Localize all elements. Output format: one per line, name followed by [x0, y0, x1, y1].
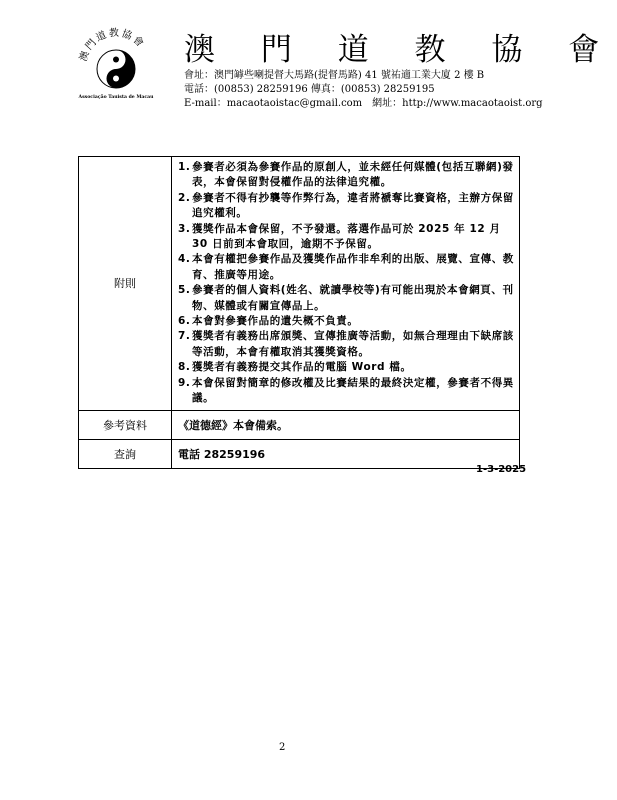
appendix-row: [79, 157, 520, 411]
phone-fax-line: 電話：(00853) 28259196 傳真：(00853) 28259195: [184, 84, 435, 95]
rule-text: 參賽者不得有抄襲等作弊行為，違者將褫奪比賽資格，主辦方保留追究權利。: [192, 191, 514, 220]
organization-title: 澳 門 道 教 協 會: [184, 32, 617, 68]
rule-item: [178, 252, 515, 283]
rule-item: [178, 314, 515, 329]
logo-caption: Associação Tauista de Macau: [78, 95, 154, 100]
rule-number: 9.: [178, 376, 191, 389]
email-text: E-mail：macaotaoistac@gmail.com: [184, 98, 363, 109]
rule-text: 獲獎作品本會保留，不予發還。落選作品可於 2025 年 12 月 30 日前到本會取回，逾期不予保留。: [192, 222, 501, 251]
rule-text: 獲獎者有義務出席頒獎、宣傳推廣等活動，如無合理理由下缺席該等活動，本會有權取消其獲獎資格。: [192, 330, 514, 358]
rule-item: [178, 222, 515, 253]
rule-item: [178, 329, 515, 360]
yin-yang-logo-icon: [70, 26, 162, 100]
rule-text: 本會保留對簡章的修改權及比賽結果的最終決定權，參賽者不得異議。: [192, 376, 514, 405]
rule-item: [178, 191, 515, 222]
inquiry-row: [79, 439, 520, 468]
rule-text: 本會對參賽作品的遺失概不負責。: [192, 315, 359, 328]
rule-item: [178, 160, 515, 191]
document-date: 1-3-2025: [476, 464, 527, 475]
address-line: 會址：澳門罅些喇提督大馬路(提督馬路) 41 號祐適工業大廈 2 樓 B: [184, 70, 485, 81]
inquiry-label: 查詢: [79, 439, 172, 468]
rule-text: 本會有權把參賽作品及獲獎作品作非牟利的出版、展覽、宣傳、教育、推廣等用途。: [192, 253, 514, 281]
rule-number: 1.: [178, 161, 191, 173]
rules-table: [78, 156, 520, 469]
association-logo: [70, 26, 162, 100]
rule-text: 獲獎者有義務提交其作品的電腦 Word 檔。: [192, 361, 412, 374]
rule-item: [178, 283, 515, 314]
rule-number: 8.: [178, 361, 191, 374]
appendix-label: 附則: [79, 157, 172, 411]
rule-number: 2.: [178, 191, 191, 204]
rule-text: 參賽者必須為參賽作品的原創人，並未經任何媒體(包括互聯網)發表，本會保留對侵權作品的法律追究權。: [192, 161, 514, 189]
email-web-line: [184, 94, 543, 109]
reference-label: 參考資料: [79, 410, 172, 439]
rules-list: [178, 160, 515, 407]
appendix-content: [172, 157, 520, 411]
inquiry-value: 電話 28259196: [172, 439, 520, 468]
logo-arc-text: 澳門道教協會: [78, 27, 147, 63]
rule-number: 3.: [178, 222, 191, 235]
reference-value: 《道德經》本會備索。: [172, 410, 520, 439]
reference-row: [79, 410, 520, 439]
rule-number: 4.: [178, 253, 191, 266]
rule-number: 7.: [178, 330, 191, 343]
page-number: 2: [279, 742, 286, 753]
website-text: 網址：http://www.macaotaoist.org: [372, 98, 543, 109]
rule-number: 5.: [178, 284, 191, 297]
rule-number: 6.: [178, 315, 191, 328]
rule-item: [178, 360, 515, 375]
rule-item: [178, 376, 515, 407]
rule-text: 參賽者的個人資料(姓名、就讀學校等)有可能出現於本會網頁、刊物、媒體或有關宣傳品上。: [192, 284, 514, 312]
